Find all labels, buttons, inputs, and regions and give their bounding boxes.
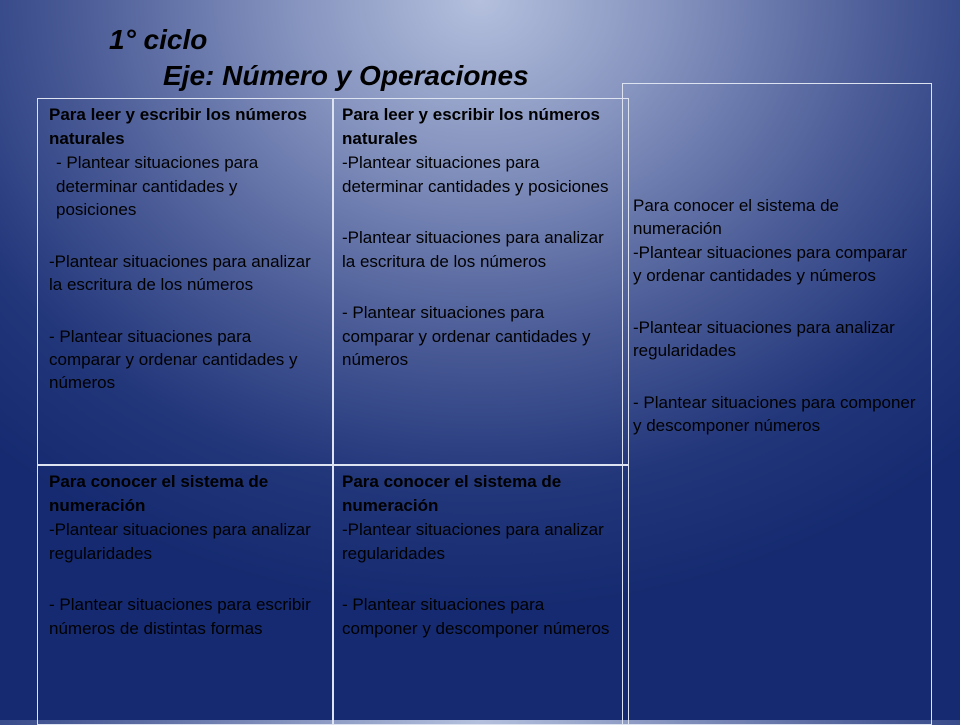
cell-item: -Plantear situaciones para analizar regularidades bbox=[49, 520, 311, 563]
cell-col3 bbox=[622, 83, 932, 725]
cell-item: -Plantear situaciones para analizar regularidades bbox=[342, 520, 604, 563]
cell-item: -Plantear situaciones para analizar regularidades bbox=[633, 317, 895, 361]
cell-col2-top bbox=[333, 98, 629, 465]
cell-item: - Plantear situaciones para determinar cantidades y posiciones bbox=[56, 153, 259, 220]
cell-item: - Plantear situaciones para comparar y ordenar cantidades y números bbox=[49, 326, 298, 393]
cell-heading: Para conocer el sistema de numeración bbox=[49, 472, 269, 516]
cell-heading: Para leer y escribir los números naturales bbox=[342, 105, 600, 149]
cell-heading: Para conocer el sistema de numeración bbox=[633, 196, 839, 239]
cell-col1-bottom bbox=[37, 465, 333, 725]
cell-item: -Plantear situaciones para comparar y ordenar cantidades y números bbox=[633, 242, 908, 286]
cell-item: - Plantear situaciones para componer y descomponer números bbox=[342, 595, 610, 638]
cell-item: - Plantear situaciones para comparar y ordenar cantidades y números bbox=[342, 303, 591, 369]
cell-item: -Plantear situaciones para determinar cantidades y posiciones bbox=[342, 153, 609, 196]
cell-item: - Plantear situaciones para escribir números de distintas formas bbox=[49, 595, 311, 638]
cell-col2-bottom bbox=[333, 465, 629, 725]
cell-item: -Plantear situaciones para analizar la escritura de los números bbox=[49, 251, 311, 295]
cell-item: -Plantear situaciones para analizar la escritura de los números bbox=[342, 228, 604, 271]
cell-heading: Para conocer el sistema de numeración bbox=[342, 472, 562, 516]
cell-heading: Para leer y escribir los números naturales bbox=[49, 105, 307, 149]
slide-title-cycle: 1° ciclo bbox=[109, 24, 208, 55]
cell-item: - Plantear situaciones para componer y descomponer números bbox=[633, 392, 916, 436]
cell-col1-top bbox=[37, 98, 333, 465]
slide-title-axis: Eje: Número y Operaciones bbox=[163, 60, 529, 91]
